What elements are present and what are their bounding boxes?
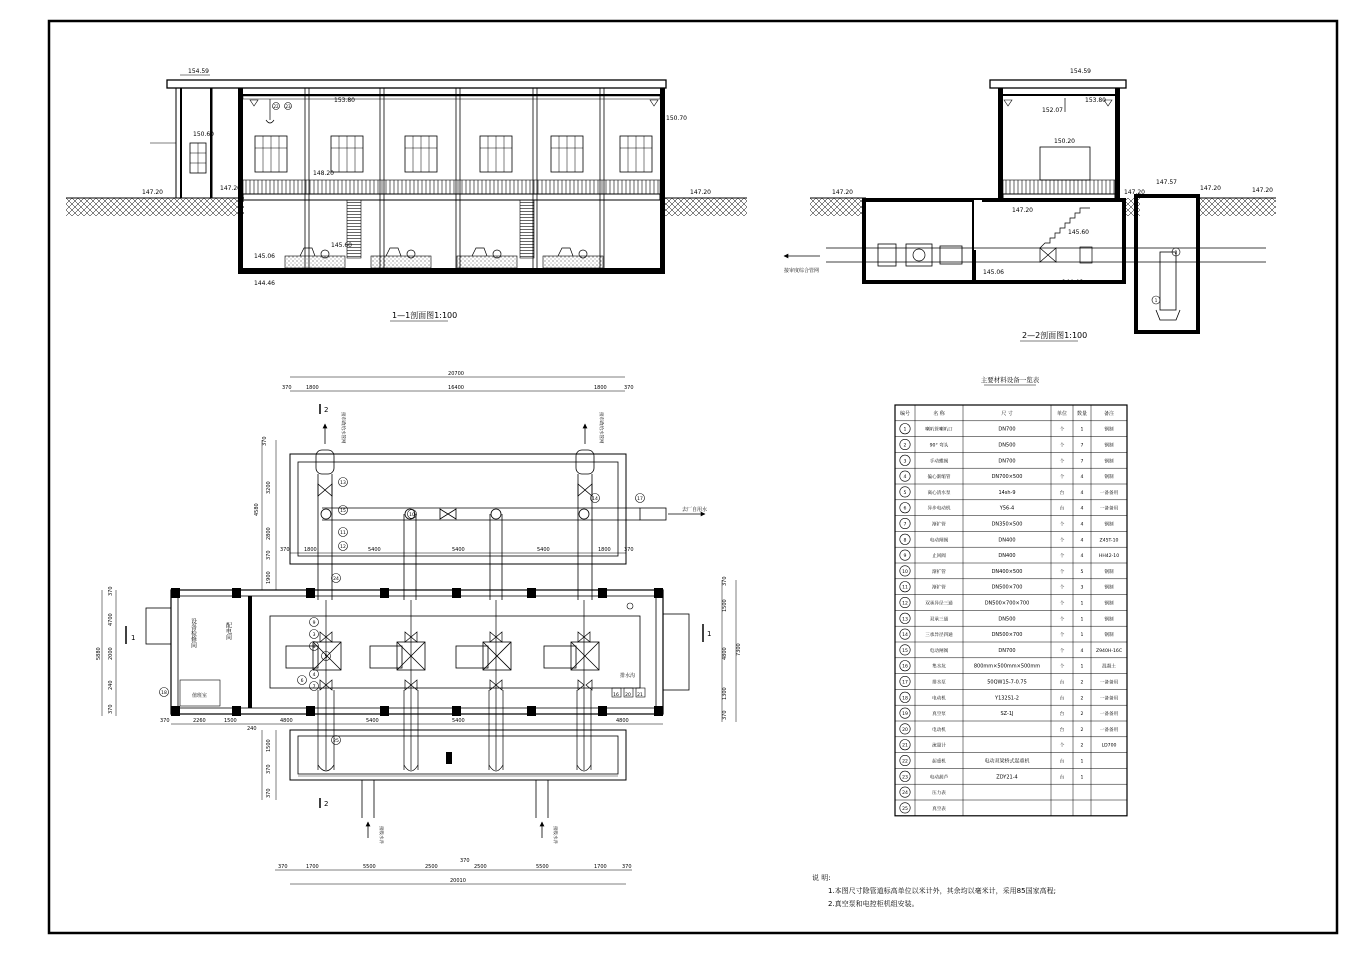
dim-top-0: 370 [282,385,292,391]
inlet-right-label: 接吸水井 [552,826,557,844]
elev-roof-2: 154.59 [1070,68,1091,75]
table-cell: 离心清水泵 [927,490,951,496]
section-2-2 [784,68,1276,341]
table-cell: 个 [1059,648,1065,654]
table-cell: 1 [1080,664,1084,670]
table-cell: 个 [1059,522,1065,528]
dim-left-1: 3200 [266,481,272,494]
equipment-table [895,375,1127,816]
table-cell: 真空泵 [932,712,946,718]
table-cell: 钢制 [1104,459,1114,465]
table-cell: 23 [902,775,908,781]
table-cell: 4 [1080,648,1084,654]
dim-low-0: 370 [160,718,170,724]
marker-23: 23 [285,104,291,109]
notes-heading: 说 明: [812,874,831,882]
elev-ground-mid-1: 147.20 [220,185,241,192]
dim-top-1: 1800 [306,385,319,391]
table-cell: 2 [1080,743,1084,749]
table-cell: 16 [902,664,908,670]
marker-7: 7 [312,685,316,690]
dim-total-bottom: 20010 [450,878,466,884]
table-cell: 异步电动机 [927,506,951,512]
dim-left-4: 1900 [266,571,272,584]
table-cell: 台 [1059,680,1065,686]
table-cell: 一备备用 [1099,490,1119,496]
table-cell: 1 [1080,759,1084,765]
table-cell: 渐扩管 [932,522,946,528]
table-cell: 21 [902,743,908,749]
elev-well-2: 147.57 [1156,179,1177,186]
table-cell: 双承三通 [929,617,949,623]
dim-right-2: 4800 [722,647,728,660]
table-cell: 个 [1059,475,1065,481]
dim-bot-0: 370 [278,864,288,870]
table-cell: 个 [1059,569,1065,575]
table-cell: 钢制 [1104,633,1114,639]
dim-low-1: 2260 [193,718,206,724]
table-cell: DN700 [998,647,1016,654]
table-cell: 压力表 [932,791,946,797]
dim-bot-2: 5500 [363,864,376,870]
elev-bottom2-2: 144.46 [1062,279,1083,286]
table-cell: DN500 [998,442,1016,449]
table-cell: 15 [902,648,908,654]
marker-3: 3 [312,633,316,638]
table-header-cell: 单位 [1056,410,1068,417]
table-cell: 渐扩管 [932,569,946,575]
table-cell: DN700 [998,426,1016,433]
dim-mid-2: 5400 [368,547,381,553]
table-cell: DN500×700 [991,632,1023,639]
marker-9: 9 [312,621,316,626]
marker-2-section2: 2 [1174,250,1178,255]
dim-right-3: 1300 [722,687,728,700]
dim-left-3: 370 [266,550,272,560]
table-cell: DN400 [998,537,1016,544]
table-cell: 3 [903,459,907,465]
table-cell: 个 [1059,617,1065,623]
marker-6: 6 [300,679,304,684]
table-cell: 3 [1080,585,1084,591]
table-cell: 止回阀 [932,554,946,560]
dim-room-4: 240 [108,680,114,690]
table-cell: 电动闸阀 [929,538,949,544]
table-cell: 电动机 [932,696,946,702]
table-cell: 电动闸阀 [929,648,949,654]
table-cell: 2 [1080,696,1084,702]
table-cell: 22 [902,759,908,765]
table-cell: ZDY21-4 [996,774,1018,781]
marker-1-section2: 1 [1154,298,1158,303]
table-cell: 真空表 [932,806,946,812]
table-cell: 1 [1080,601,1084,607]
notes-line-2: 2.真空泵和电控柜机组安装。 [828,900,919,908]
plan-view [96,371,742,884]
dim-room-2: 2000 [108,647,114,660]
marker-17: 17 [637,497,643,502]
table-cell: 个 [1059,443,1065,449]
table-cell: 一备备用 [1099,712,1119,718]
table-cell: 钢制 [1104,585,1114,591]
table-cell: 喇叭管喇叭口 [925,427,953,433]
table-header-cell: 尺 寸 [1001,410,1013,417]
table-cell: DN700×500 [991,474,1023,481]
table-cell: 2 [1080,680,1084,686]
section-1-1 [66,68,747,321]
table-cell: 4 [1080,554,1084,560]
elev-bottom-1: 144.46 [254,280,275,287]
table-cell: 电动机 [932,727,946,733]
elev-water-2: 145.60 [1068,229,1089,236]
dim-low-6: 5400 [452,718,465,724]
table-cell: 双承异径三通 [925,601,953,607]
table-cell: 钢制 [1104,427,1114,433]
table-cell: 台 [1059,490,1065,496]
marker-5: 5 [324,655,328,660]
table-cell: 个 [1059,538,1065,544]
table-cell: 台 [1059,506,1065,512]
table-cell: 台 [1059,712,1065,718]
dim-top-4: 370 [624,385,634,391]
table-cell: 14sh-9 [998,489,1016,496]
dim-low-5: 5400 [366,718,379,724]
dim-right-5: 7300 [736,643,742,656]
table-cell: Z940H-16C [1095,648,1123,654]
elev-top-2: 153.80 [1085,97,1106,104]
notes-line-1: 1.本图尺寸除管道标高单位以米计外，其余均以毫米计，采用85国家高程; [828,887,1056,895]
outlet-right-label: 接市政给水管网 [598,412,603,444]
dim-left-5: 4580 [254,503,260,516]
arrow-label-section2: 接审度综合管网 [784,268,820,274]
marker-12: 12 [340,545,346,550]
table-cell: 5 [1080,569,1084,575]
section-1-title: 1—1剖面图1:100 [392,311,458,320]
dim-mid-0: 370 [280,547,290,553]
elev-pit-1: 145.60 [331,242,352,249]
marker-21: 21 [637,693,643,698]
table-cell: 个 [1059,743,1065,749]
section-2-title: 2—2剖面图1:100 [1022,331,1088,340]
marker-20: 20 [625,693,631,698]
table-cell: 台 [1059,696,1065,702]
table-cell: 钢制 [1104,601,1114,607]
marker-15: 15 [340,509,346,514]
dim-bot-5: 2500 [474,864,487,870]
marker-25: 25 [333,739,339,744]
marker-22: 22 [273,104,279,109]
dim-low-4: 4800 [280,718,293,724]
dim-low-3: 240 [247,726,257,732]
dim-low-2: 1500 [224,718,237,724]
marker-16: 16 [613,693,619,698]
table-cell: 台 [1059,775,1065,781]
table-cell: Y132S1-2 [995,695,1019,702]
table-cell: 1 [903,427,907,433]
elev-ground-r-2: 147.20 [1124,189,1145,196]
elev-floor-1: 148.20 [313,170,334,177]
elev-ground-left-1: 147.20 [142,189,163,196]
dim-botleft-0: 1500 [266,739,272,752]
dim-right-1: 1500 [722,599,728,612]
table-cell: 4 [1080,475,1084,481]
dim-botleft-2: 370 [266,788,272,798]
table-cell: 台 [1059,727,1065,733]
table-cell: 钢制 [1104,569,1114,575]
table-cell: 9 [903,554,907,560]
elev-base-1: 145.06 [254,253,275,260]
dim-bot-7: 1700 [594,864,607,870]
table-cell: 1 [1080,633,1084,639]
dim-room-1: 4700 [108,613,114,626]
table-cell: 个 [1059,601,1065,607]
dim-mid-5: 1800 [598,547,611,553]
dim-room-5: 370 [108,704,114,714]
table-cell: DN400 [998,553,1016,560]
dim-right-0: 370 [722,576,728,586]
table-cell: 个 [1059,427,1065,433]
table-cell: 一备备用 [1099,696,1119,702]
elev-bottom1-2: 145.06 [983,269,1004,276]
table-cell: 1 [1080,775,1084,781]
table-cell: DN500 [998,616,1016,623]
dim-bot-8: 370 [622,864,632,870]
table-cell: 7 [1080,443,1084,449]
table-cell: 4 [903,475,907,481]
table-cell: 台 [1059,759,1065,765]
table-cell: 1 [1080,427,1084,433]
table-cell: 流量计 [932,743,946,749]
table-title: 主要材料设备一览表 [980,376,1040,384]
table-cell: 排水泵 [932,680,946,686]
marker-4: 4 [312,673,316,678]
elev-roof-1: 154.59 [188,68,209,75]
elev-ground-right-1: 147.20 [690,189,711,196]
table-cell: 钢制 [1104,617,1114,623]
table-cell: 钢制 [1104,522,1114,528]
table-cell: 钢制 [1104,443,1114,449]
table-cell: LD700 [1101,743,1117,749]
table-cell: 三承异径四通 [925,633,953,639]
table-cell: DN700 [998,458,1016,465]
table-cell: 800mm×500mm×500mm [973,663,1041,670]
table-cell: 起重机 [932,759,946,765]
table-cell: 7 [903,522,907,528]
dim-bot-4: 370 [460,858,470,864]
elev-crane-2: 150.20 [1054,138,1075,145]
table-cell: 个 [1059,664,1065,670]
table-cell: 渐扩管 [932,585,946,591]
table-cell: 2 [1080,727,1084,733]
table-cell: DN400×500 [991,568,1023,575]
room-maintenance: 设备检修间 [189,618,197,648]
table-cell: 个 [1059,459,1065,465]
table-cell: 一备备用 [1099,680,1119,686]
table-cell: 11 [902,585,908,591]
outlet-left-label: 接市政给水管网 [340,412,345,444]
dim-mid-3: 5400 [452,547,465,553]
elev-window-1: 150.60 [193,131,214,138]
dim-total-top: 20700 [448,371,464,377]
table-cell: 个 [1059,585,1065,591]
section-mark-2-top: 2 [324,406,329,414]
table-cell: DN350×500 [991,521,1023,528]
table-cell: 4 [1080,490,1084,496]
table-cell: 13 [902,617,908,623]
table-cell: 4 [1080,506,1084,512]
dim-top-2: 16400 [448,385,464,391]
table-cell: 4 [1080,522,1084,528]
table-cell: 20 [902,727,908,733]
marker-24: 24 [333,577,339,582]
table-header-cell: 数量 [1076,410,1088,417]
table-cell: 24 [902,791,908,797]
elev-upper-2: 152.07 [1042,107,1063,114]
table-cell: DN500×700×700 [984,600,1030,607]
elev-far-right-2: 147.20 [1252,187,1273,194]
dim-mid-1: 1800 [304,547,317,553]
table-cell: 12 [902,601,908,607]
dim-bot-3: 2500 [425,864,438,870]
table-cell: 14 [902,633,908,639]
table-cell: SZ-1J [1000,711,1014,718]
table-cell: 25 [902,806,908,812]
table-cell: 混凝土 [1102,664,1116,670]
table-header-cell: 备注 [1103,410,1115,417]
table-cell: 18 [902,696,908,702]
table-header-cell: 编号 [899,410,911,417]
table-cell: 2 [1080,712,1084,718]
room-power: 配电间 [224,622,232,640]
table-cell: 90° 弯头 [929,443,949,449]
plan-markers [160,478,645,745]
drain-label: 排水沟 [620,673,636,679]
elev-floor-2: 147.20 [1012,207,1033,214]
table-cell: 集水坑 [932,664,946,670]
room-duty: 值班室 [192,693,208,699]
marker-11: 11 [340,531,346,536]
table-cell: 电动葫芦 [929,775,949,781]
marker-14: 14 [592,497,598,502]
table-cell: 1 [1080,617,1084,623]
table-cell: Z45T-10 [1099,538,1119,544]
table-cell: 偏心渐缩管 [927,475,951,481]
table-cell: 个 [1059,633,1065,639]
table-cell: 17 [902,680,908,686]
section-mark-1-right: 1 [707,630,712,638]
elev-right-1: 150.70 [666,115,687,122]
dim-bot-6: 5500 [536,864,549,870]
elev-right-2: 147.20 [1200,185,1221,192]
table-cell: HH42-10 [1098,554,1120,560]
dim-mid-6: 370 [624,547,634,553]
table-cell: 7 [1080,459,1084,465]
table-cell: 8 [903,538,907,544]
elev-top-1: 153.80 [334,97,355,104]
marker-8: 8 [312,645,316,650]
table-cell: 手动蝶阀 [929,459,949,465]
notes-block [812,872,1056,911]
dim-room-3: 5880 [96,647,102,660]
dim-left-0: 370 [262,436,268,446]
section-mark-1-left: 1 [131,634,136,642]
to-plant-label: 去厂自用水 [682,507,708,513]
table-cell: Y56-4 [999,505,1015,512]
table-cell: 一备备用 [1099,506,1119,512]
table-cell: 50QW15-7-0.75 [987,679,1027,686]
dim-left-2: 2800 [266,527,272,540]
dim-mid-4: 5400 [537,547,550,553]
table-cell: 钢制 [1104,475,1114,481]
table-cell: DN500×700 [991,584,1023,591]
inlet-left-label: 接吸水井 [378,826,383,844]
table-cell: 10 [902,569,908,575]
marker-13: 13 [340,481,346,486]
table-cell: 19 [902,712,908,718]
table-body [895,405,1127,816]
table-cell: 电动双梁桥式起重机 [984,758,1030,765]
dim-botleft-1: 370 [266,764,272,774]
dim-room-0: 370 [108,586,114,596]
table-cell: 4 [1080,538,1084,544]
table-cell: 一备备用 [1099,727,1119,733]
dim-low-7: 4800 [616,718,629,724]
dim-right-4: 370 [722,710,728,720]
table-header-cell: 名 称 [933,410,945,417]
marker-18: 18 [161,691,167,696]
table-cell: 个 [1059,554,1065,560]
table-cell: 2 [903,443,907,449]
dim-bot-1: 1700 [306,864,319,870]
elev-ground-l-2: 147.20 [832,189,853,196]
marker-10: 10 [409,513,415,518]
section-mark-2-bottom: 2 [324,800,329,808]
dim-top-3: 1800 [594,385,607,391]
table-cell: 6 [903,506,907,512]
table-cell: 5 [903,490,907,496]
